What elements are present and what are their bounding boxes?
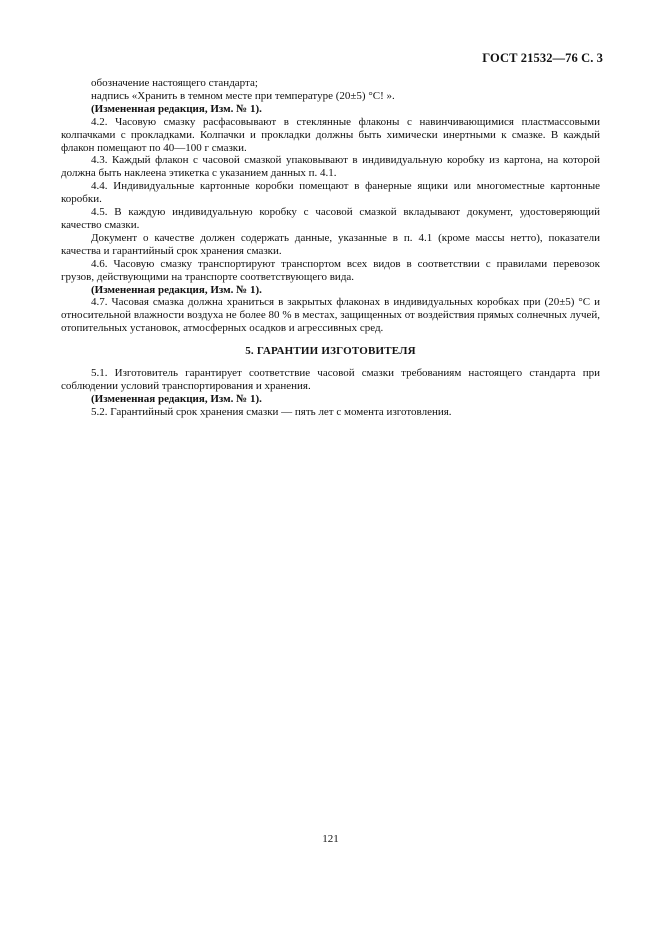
amendment-note: (Измененная редакция, Изм. № 1).	[91, 392, 262, 405]
paragraph-4-7: 4.7. Часовая смазка должна храниться в закрытых флаконах в индивидуальных коробках при (20±5) °С и относительной влажности воздуха не более 80 % в местах, защищенных от воздействия прямых солнечных лучей, отопительных установок, атмосферных осадков и агрессивных сред.	[61, 296, 600, 335]
amendment-note: (Измененная редакция, Изм. № 1).	[91, 283, 262, 296]
paragraph-quality-document: Документ о качестве должен содержать данные, указанные в п. 4.1 (кроме массы нетто), показатели качества и гарантийный срок хранения смазки.	[61, 231, 600, 257]
paragraph-4-2: 4.2. Часовую смазку расфасовывают в стеклянные флаконы с навинчивающимися пластмассовыми колпачками с прокладками. Колпачки и прокладки должны быть химически инертными к смазке. В каждый флакон помещают по 40—100 г смазки.	[61, 115, 600, 154]
paragraph-4-6: 4.6. Часовую смазку транспортируют транспортом всех видов в соответствии с правилами перевозок грузов, действующими на транспорте соответствующего вида.	[61, 257, 600, 283]
paragraph-4-5: 4.5. В каждую индивидуальную коробку с часовой смазкой вкладывают документ, удостоверяющий качество смазки.	[61, 206, 600, 231]
document-body	[61, 77, 600, 419]
paragraph-5-2: 5.2. Гарантийный срок хранения смазки — пять лет с момента изготовления.	[91, 405, 452, 418]
paragraph-designation: обозначение настоящего стандарта;	[91, 77, 258, 89]
paragraph-storage-label: надпись «Хранить в темном месте при температуре (20±5) °С! ».	[91, 89, 395, 102]
paragraph-4-4: 4.4. Индивидуальные картонные коробки помещают в фанерные ящики или многоместные картонные коробки.	[61, 180, 600, 206]
paragraph-5-1: 5.1. Изготовитель гарантирует соответствие часовой смазки требованиям настоящего стандарта при соблюдении условий транспортирования и хранения.	[61, 367, 600, 392]
page-header: ГОСТ 21532—76 С. 3	[482, 51, 603, 65]
amendment-note: (Измененная редакция, Изм. № 1).	[91, 102, 262, 115]
section-heading-5: 5. ГАРАНТИИ ИЗГОТОВИТЕЛЯ	[245, 345, 416, 358]
page-number: 121	[322, 833, 339, 845]
paragraph-4-3: 4.3. Каждый флакон с часовой смазкой упаковывают в индивидуальную коробку из картона, на которой должна быть наклеена этикетка с указанием данных п. 4.1.	[61, 154, 600, 180]
